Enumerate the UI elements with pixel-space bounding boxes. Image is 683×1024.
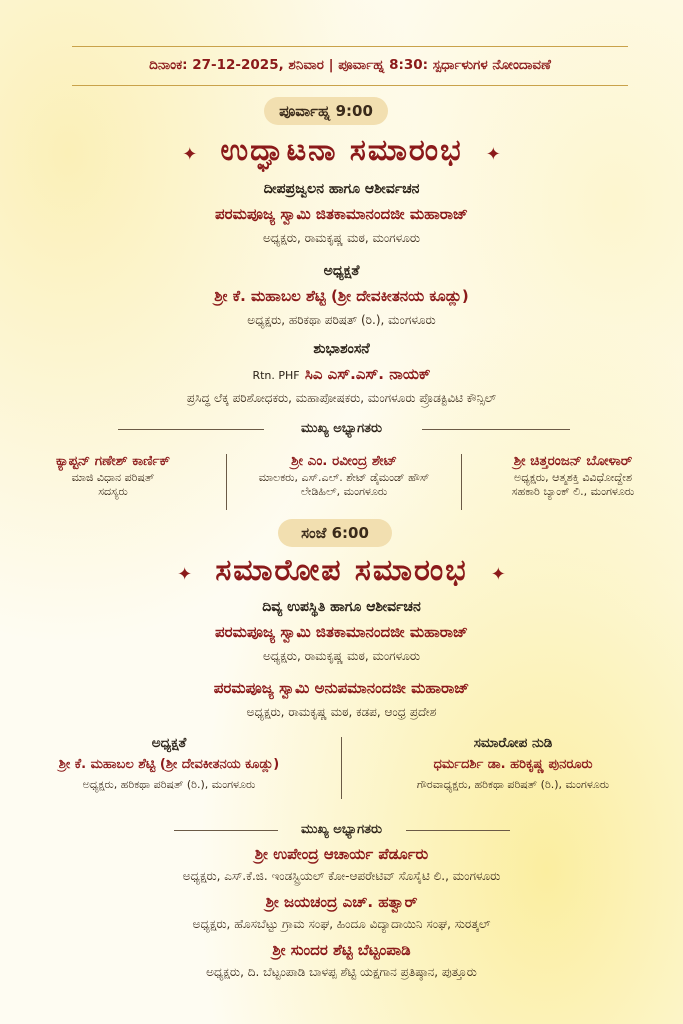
evening-presidency-role: ಅಧ್ಯಕ್ಷರು, ಹರಿಕಥಾ ಪರಿಷತ್ (ರಿ.), ಮಂಗಳೂರು xyxy=(82,778,256,791)
swami1-name: ಪರಮಪೂಜ್ಯ ಸ್ವಾಮಿ ಜಿತಕಾಮಾನಂದಜೀ ಮಹಾರಾಜ್ xyxy=(215,623,468,641)
morning-title-row xyxy=(0,129,683,173)
inauguration-name: ಪರಮಪೂಜ್ಯ ಸ್ವಾಮಿ ಜಿತಕಾಮಾನಂದಜೀ ಮಹಾರಾಜ್ xyxy=(215,205,468,223)
evening-time-badge: ಸಂಜೆ 6:00 xyxy=(278,519,392,547)
morning-guest-3-line2: ಸಹಕಾರಿ ಬ್ಯಾಂಕ್ ಲಿ., ಮಂಗಳೂರು xyxy=(511,485,635,498)
ornament-left-icon: ✦ xyxy=(182,144,198,165)
morning-presidency-name: ಶ್ರೀ ಕೆ. ಮಹಾಬಲ ಶೆಟ್ಟಿ (ಶ್ರೀ ದೇವಕೀತನಯ ಕೂಡ್ಲು) xyxy=(214,287,469,305)
valedictory-role: ಗೌರವಾಧ್ಯಕ್ಷರು, ಹರಿಕಥಾ ಪರಿಷತ್ (ರಿ.), ಮಂಗಳೂರು xyxy=(416,778,610,791)
evening-presidency xyxy=(0,735,338,792)
swami2-role: ಅಧ್ಯಕ್ಷರು, ರಾಮಕೃಷ್ಣ ಮಠ, ಕಡಪ, ಆಂಧ್ರ ಪ್ರದೇಶ xyxy=(246,705,437,719)
morning-guest-2-line1: ಮಾಲಕರು, ಎಸ್.ಎಲ್. ಶೇಟ್ ಡೈಮಂಡ್ ಹೌಸ್ xyxy=(258,471,430,484)
evening-guest-1-role: ಅಧ್ಯಕ್ಷರು, ಎಸ್.ಕೆ.ಜಿ. ಇಂಡಸ್ಟ್ರಿಯಲ್ ಕೋ-ಆಪರೇಟಿವ್ ಸೊಸೈಟಿ ಲಿ., ಮಂಗಳೂರು xyxy=(182,869,501,883)
greetings-prefix: Rtn. PHF xyxy=(252,369,300,382)
ornament-right-icon: ✦ xyxy=(490,564,506,585)
column-divider-3 xyxy=(341,737,342,799)
evening-guest-2-name: ಶ್ರೀ ಜಯಚಂದ್ರ ಎಚ್. ಹತ್ವಾರ್ xyxy=(265,893,418,911)
greetings-heading: ಶುಭಾಶಂಸನೆ xyxy=(313,341,370,357)
inauguration-heading: ದೀಪಪ್ರಜ್ವಲನ ಹಾಗೂ ಆಶೀರ್ವಚನ xyxy=(263,181,420,197)
greetings-name: ಸಿಎ ಎಸ್.ಎಸ್. ನಾಯಕ್ xyxy=(304,365,431,383)
evening-guest-2-role: ಅಧ್ಯಕ್ಷರು, ಹೊಸಬೆಟ್ಟು ಗ್ರಾಮ ಸಂಘ, ಹಿಂದೂ ವಿದ್ಯಾದಾಯಿನಿ ಸಂಘ, ಸುರತ್ಕಲ್ xyxy=(192,917,491,931)
evening-guests-heading: ಮುಖ್ಯ ಅಭ್ಯಾಗತರು xyxy=(300,822,383,837)
inauguration-role: ಅಧ್ಯಕ್ಷರು, ರಾಮಕೃಷ್ಣ ಮಠ, ಮಂಗಳೂರು xyxy=(262,231,421,245)
date-header-text: ದಿನಾಂಕ: 27-12-2025, ಶನಿವಾರ | ಪೂರ್ವಾಹ್ನ 8:30: ಸ್ಪರ್ಧಾಳುಗಳ ನೋಂದಾವಣೆ xyxy=(149,57,551,73)
divider-right xyxy=(422,429,570,430)
morning-guest-2-name: ಶ್ರೀ ಎಂ. ರವೀಂದ್ರ ಶೇಟ್ xyxy=(291,453,397,469)
morning-presidency-role: ಅಧ್ಯಕ್ಷರು, ಹರಿಕಥಾ ಪರಿಷತ್ (ರಿ.), ಮಂಗಳೂರು xyxy=(247,313,436,327)
morning-guest-1 xyxy=(0,453,226,499)
divider-right xyxy=(406,830,510,831)
column-divider-2 xyxy=(461,454,462,510)
morning-guest-1-name: ಕ್ಯಾಪ್ಟನ್ ಗಣೇಶ್ ಕಾರ್ಣಿಕ್ xyxy=(55,453,171,469)
morning-guests-heading: ಮುಖ್ಯ ಅಭ್ಯಾಗತರು xyxy=(300,421,383,436)
greetings-role: ಪ್ರಸಿದ್ಧ ಲೆಕ್ಕ ಪರಿಶೋಧಕರು, ಮಹಾಪೋಷಕರು, ಮಂಗಳೂರು ಪ್ರೊಡಕ್ಟಿವಿಟಿ ಕೌನ್ಸಿಲ್ xyxy=(186,391,497,405)
swami1-role: ಅಧ್ಯಕ್ಷರು, ರಾಮಕೃಷ್ಣ ಮಠ, ಮಂಗಳೂರು xyxy=(262,649,421,663)
morning-guest-1-line1: ಮಾಜಿ ವಿಧಾನ ಪರಿಷತ್ xyxy=(71,471,155,484)
greetings-name-row xyxy=(0,365,683,383)
morning-guest-2 xyxy=(228,453,460,499)
column-divider-1 xyxy=(226,454,227,510)
valedictory-heading: ಸಮಾರೋಪ ನುಡಿ xyxy=(473,735,553,751)
morning-guest-3 xyxy=(463,453,683,499)
valedictory-name: ಧರ್ಮದರ್ಶಿ ಡಾ. ಹರಿಕೃಷ್ಣ ಪುನರೂರು xyxy=(433,757,593,772)
evening-guest-3-name: ಶ್ರೀ ಸುಂದರ ಶೆಟ್ಟಿ ಬೆಟ್ಟಂಪಾಡಿ xyxy=(272,941,411,959)
ornament-right-icon: ✦ xyxy=(485,144,501,165)
swami2-name: ಪರಮಪೂಜ್ಯ ಸ್ವಾಮಿ ಅನುಪಮಾನಂದಜೀ ಮಹಾರಾಜ್ xyxy=(213,679,470,697)
blessing-heading: ದಿವ್ಯ ಉಪಸ್ಥಿತಿ ಹಾಗೂ ಆಶೀರ್ವಚನ xyxy=(262,599,421,615)
morning-presidency-heading: ಅಧ್ಯಕ್ಷತೆ xyxy=(323,263,360,279)
morning-time-badge: ಪೂರ್ವಾಹ್ನ 9:00 xyxy=(264,97,388,125)
morning-guest-2-line2: ಲೇಡಿಹಿಲ್, ಮಂಗಳೂರು xyxy=(300,485,388,498)
morning-guest-3-line1: ಅಧ್ಯಕ್ಷರು, ಆತ್ಮಶಕ್ತಿ ವಿವಿಧೋದ್ದೇಶ xyxy=(513,471,632,484)
evening-presidency-heading: ಅಧ್ಯಕ್ಷತೆ xyxy=(151,735,187,751)
ornament-left-icon: ✦ xyxy=(177,564,193,585)
morning-guest-3-name: ಶ್ರೀ ಚಿತ್ತರಂಜನ್ ಬೋಳಾರ್ xyxy=(513,453,633,469)
evening-guest-3-role: ಅಧ್ಯಕ್ಷರು, ದಿ. ಬೆಟ್ಟಂಪಾಡಿ ಬಾಳಪ್ಪ ಶೆಟ್ಟಿ ಯಕ್ಷಗಾನ ಪ್ರತಿಷ್ಠಾನ, ಪುತ್ತೂರು xyxy=(206,965,477,979)
evening-title-row xyxy=(0,549,683,593)
evening-guest-1-name: ಶ್ರೀ ಉಪೇಂದ್ರ ಆಚಾರ್ಯ ಪೆರ್ಡೂರು xyxy=(254,845,429,863)
morning-guest-1-line2: ಸದಸ್ಯರು xyxy=(98,485,128,498)
evening-presidency-name: ಶ್ರೀ ಕೆ. ಮಹಾಬಲ ಶೆಟ್ಟಿ (ಶ್ರೀ ದೇವಕೀತನಯ ಕೂಡ್ಲು) xyxy=(58,757,280,772)
valedictory-title: ಸಮಾರೋಪ ಸಮಾರಂಭ xyxy=(215,553,468,588)
valedictory-speech xyxy=(343,735,683,792)
inauguration-title: ಉದ್ಘಾಟನಾ ಸಮಾರಂಭ xyxy=(220,133,463,168)
date-header xyxy=(72,46,628,86)
